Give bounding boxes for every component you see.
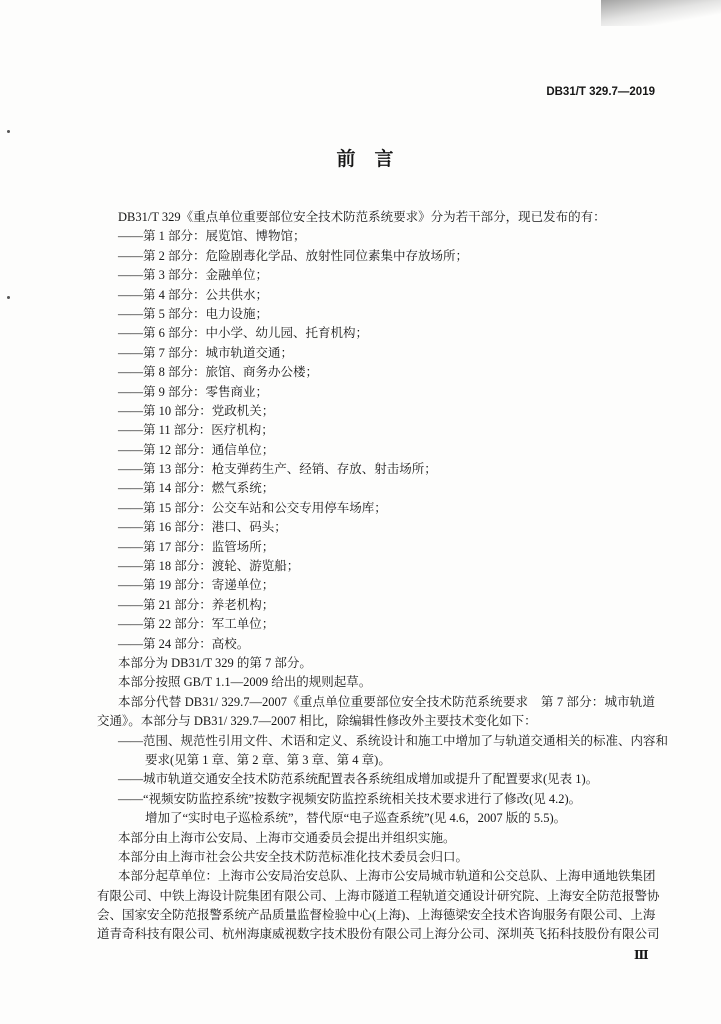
list-item — [97, 557, 655, 576]
text-line: ——第 19 部分：寄递单位； — [118, 578, 275, 593]
list-item — [97, 538, 655, 557]
paragraph — [97, 208, 655, 227]
list-item — [97, 635, 655, 654]
list-item — [97, 732, 669, 771]
text-line: ——第 8 部分：旅馆、商务办公楼； — [118, 365, 319, 380]
text-line: ——范围、规范性引用文件、术语和定义、系统设计和施工中增加了与轨道交通相关的标准、内容和 — [118, 733, 669, 748]
list-item — [97, 383, 655, 402]
list-item — [97, 615, 655, 634]
list-item — [97, 596, 655, 615]
list-item — [97, 518, 655, 537]
text-line: ——第 4 部分：公共供水； — [118, 287, 269, 302]
list-item — [97, 227, 655, 246]
list-item — [97, 286, 655, 305]
page-number: Ⅲ — [634, 948, 649, 962]
paragraph — [97, 848, 655, 867]
text-line: ——第 17 部分：监管场所； — [118, 539, 275, 554]
scan-mark — [7, 130, 10, 133]
text-line: ——第 3 部分：金融单位； — [118, 268, 269, 283]
text-line: 本部分代替 DB31/ 329.7—2007《重点单位重要部位安全技术防范系统要求 第 7 部分：城市轨道 — [118, 694, 655, 709]
text-line: ——第 5 部分：电力设施； — [118, 306, 269, 321]
text-line: 道青奇科技有限公司、杭州海康威视数字技术股份有限公司上海分公司、深圳英飞拓科技股份有限公司 — [97, 927, 660, 942]
text-line: ——第 1 部分：展览馆、博物馆； — [118, 229, 306, 244]
list-item — [97, 770, 655, 789]
list-item — [97, 324, 655, 343]
list-item — [97, 344, 655, 363]
text-line: 本部分按照 GB/T 1.1—2009 给出的规则起草。 — [118, 675, 372, 690]
text-line: ——第 6 部分：中小学、幼儿园、托育机构； — [118, 326, 369, 341]
list-item — [97, 421, 655, 440]
list-item — [97, 479, 655, 498]
paragraph — [97, 867, 660, 945]
text-line: ——第 12 部分：通信单位； — [118, 442, 275, 457]
scan-mark — [7, 296, 10, 299]
text-line: DB31/T 329《重点单位重要部位安全技术防范系统要求》分为若干部分，现已发布的有： — [118, 210, 606, 224]
text-line: ——第 18 部分：渡轮、游览船； — [118, 559, 300, 574]
list-item — [97, 305, 655, 324]
text-line: ——第 14 部分：燃气系统； — [118, 481, 275, 496]
text-line: ——第 10 部分：党政机关； — [118, 403, 275, 418]
text-line: 要求(见第 1 章、第 2 章、第 3 章、第 4 章)。 — [145, 752, 391, 767]
list-subitem — [97, 809, 655, 828]
paragraph — [97, 673, 655, 692]
text-line: ——第 22 部分：军工单位； — [118, 617, 275, 632]
text-line: ——第 7 部分：城市轨道交通； — [118, 345, 294, 360]
text-line: ——“视频安防监控系统”按数字视频安防监控系统相关技术要求进行了修改(见 4.2)。 — [118, 791, 582, 806]
text-line: 本部分由上海市社会公共安全技术防范标准化技术委员会归口。 — [118, 849, 469, 864]
list-item — [97, 402, 655, 421]
list-item — [97, 576, 655, 595]
paragraph — [97, 654, 655, 673]
list-item — [97, 441, 655, 460]
text-line: 本部分为 DB31/T 329 的第 7 部分。 — [118, 655, 312, 670]
foreword-body — [97, 208, 669, 945]
text-line: ——第 21 部分：养老机构； — [118, 597, 275, 612]
list-item — [97, 247, 655, 266]
text-line: ——第 16 部分：港口、码头； — [118, 520, 287, 535]
list-item — [97, 363, 655, 382]
text-line: 本部分由上海市公安局、上海市交通委员会提出并组织实施。 — [118, 830, 456, 845]
text-line: ——第 15 部分：公交车站和公交专用停车场库； — [118, 500, 387, 515]
list-item — [97, 790, 655, 809]
text-line: 会、国家安全防范报警系统产品质量监督检验中心(上海)、上海德梁安全技术咨询服务有限公司、上海 — [97, 908, 656, 923]
paragraph — [97, 829, 655, 848]
list-item — [97, 266, 655, 285]
paragraph — [97, 693, 655, 732]
text-line: ——城市轨道交通安全技术防范系统配置表各系统组成增加或提升了配置要求(见表 1)。 — [118, 772, 599, 787]
document-code: DB31/T 329.7—2019 — [546, 86, 655, 98]
text-line: ——第 11 部分：医疗机构； — [118, 423, 274, 438]
text-line: 交通》。本部分与 DB31/ 329.7—2007 相比，除编辑性修改外主要技术变化如下： — [97, 714, 537, 729]
text-line: 本部分起草单位：上海市公安局治安总队、上海市公安局城市轨道和公交总队、上海申通地铁集团 — [118, 869, 656, 884]
list-item — [97, 499, 655, 518]
text-line: ——第 9 部分：零售商业； — [118, 384, 269, 399]
text-line: ——第 2 部分：危险剧毒化学品、放射性同位素集中存放场所； — [118, 248, 469, 263]
page-title: 前 言 — [336, 149, 394, 170]
text-line: 增加了“实时电子巡检系统”，替代原“电子巡查系统”(见 4.6，2007 版的 5.5)。 — [145, 811, 567, 826]
text-line: ——第 24 部分：高校。 — [118, 636, 250, 651]
text-line: ——第 13 部分：枪支弹药生产、经销、存放、射击场所； — [118, 462, 437, 477]
list-item — [97, 460, 655, 479]
scan-corner-shadow — [601, 0, 721, 26]
text-line: 有限公司、中铁上海设计院集团有限公司、上海市隧道工程轨道交通设计研究院、上海安全防范报警协 — [97, 888, 660, 903]
